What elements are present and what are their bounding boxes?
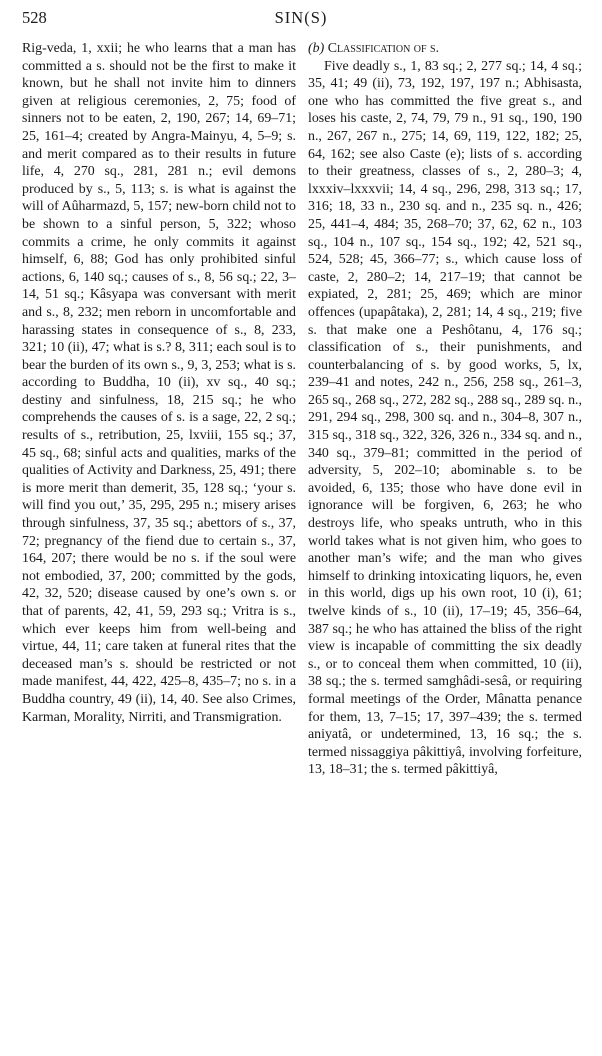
section-label: (b) bbox=[308, 41, 325, 56]
running-title: SIN(S) bbox=[274, 8, 328, 27]
left-column-text: Rig-veda, 1, xxii; he who learns that a man has committed a s. should not be the first to make it known, but he shall not invite him to dinners given at religious ceremonies, 2, 75; food of sinners not to be eaten, 2, 190, 267; 14, 69–71; 25, 161–4; created by Angra-Mainyu, 4, 5–9; s. and merit compared as to their results in future life, 4, 270 sq., 281, 281 n.; evil demons produced by s., 5, 113; s. is what is against the will of Aûharmazd, 5, 157; new-born child not to be shown to a sinful person, 5, 322; whoso commits a crime, he only commits it against himself, 6, 88; God has only prohibited sinful actions, 6, 140 sq.; causes of s., 8, 56 sq.; 22, 3–14, 51 sq.; Kâsyapa was conversant with merit and s., 8, 232; men reborn in uncomfortable and harassing states in consequence of s., 8, 233, 321; 10 (ii), 47; what is s.? 8, 311; each soul is to bear the burden of its own s., 9, 3, 253; what is s. according to Buddha, 10 (ii), xv sq., 40 sq.; destiny and sinfulness, 18, 215 sq.; he who comprehends the causes of s. is a sage, 22, 2 sq.; results of s., retribution, 25, lxviii, 155 sq.; 37, 45 sq., 68; sinful acts and qualities, marks of the qualities of Activity and Darkness, 25, 491; there is more merit than demerit, 35, 128 sq.; ‘your s. will find you out,’ 35, 295, 295 n.; misery arises through sinfulness, 37, 35 sq.; abettors of s., 37, 72; pregnancy of the fiend due to certain s., 37, 164, 207; there would be no s. if the soul were not embodied, 37, 200; committed by the gods, 42, 32, 520; disease caused by one’s own s. or that of parents, 42, 41, 59, 293 sq.; Vritra is s., which ever keeps him from well-being and virtue, 44, 11; care taken at funeral rites that the deceased man’s s. should be restricted or not made manifest, 44, 422, 425–8, 435–7; no s. in a Buddha country, 49 (ii), 14, 40. See also Crimes, Karman, Morality, Nirriti, and Transmigration. bbox=[22, 41, 296, 725]
left-column bbox=[22, 40, 296, 726]
right-column-text: Five deadly s., 1, 83 sq.; 2, 277 sq.; 14, 4 sq.; 35, 41; 49 (ii), 73, 192, 197, 197 n.; Abhisasta, one who has committed the five great s., and loses his caste, 2, 74, 79, 79 n., 91 sq., 190, 190 n., 267, 267 n., 275; 14, 69, 119, 122, 182; 25, 64, 162; see also Caste (e); lists of s. according to their greatness, classes of s., 2, 280–3; 4, lxxxiv–lxxxvii; 14, 4 sq., 296, 298, 313 sq.; 17, 316; 18, 33 n., 230 sq. and n., 235 sq. n., 426; 25, 441–4, 484; 35, 268–70; 37, 62, 62 n., 103 sq., 104 n., 107 sq., 154 sq., 192; 42, 521 sq., 524, 528; 45, 366–77; s., which cause loss of caste, 2, 280–2; 14, 217–19; that cannot be expiated, 2, 281; 25, 469; which are minor offences (upapâtaka), 2, 281; 14, 4 sq., 219; five s. that make one a Peshôtanu, 4, 176 sq.; classification of s., their punishments, and counterbalancing of s. by good works, 5, lx, 239–41 and notes, 242 n., 256, 258 sq., 261–3, 265 sq., 268 sq., 272, 282 sq., 288 sq., 289 sq. n., 291, 294 sq., 298, 300 sq. and n., 304–8, 307 n., 315 sq., 318 sq., 322, 326, 326 n., 334 sq. and n., 340 sq., 379–81; committed in the period of adversity, 5, 202–10; abominable s. to be avoided, 6, 135; those who have done evil in ignorance will be forgiven, 6, 263; he who destroys life, who speaks untruth, who in this world takes what is not given him, who goes to another man’s wife; and the man who gives himself to drinking intoxicating liquors, he, even in this world, digs up his own root, 10 (i), 61; twelve kinds of s., 10 (ii), 17–19; 45, 356–64, 387 sq.; he who has attained the bliss of the right view is incapable of committing the six deadly s., or to conceal them when committed, 10 (ii), 38 sq.; the s. termed samghâdi-sesâ, or requiring formal meetings of the Order, Mânatta penance for them, 13, 7–15; 17, 397–439; the s. termed aniyatâ, or undetermined, 13, 16 sq.; the s. termed nissaggiya pâkittiyâ, involving forfeiture, 13, 18–31; the s. termed pâkittiyâ, bbox=[308, 58, 582, 778]
page-number: 528 bbox=[22, 8, 47, 27]
page-header bbox=[22, 8, 580, 34]
section-heading bbox=[308, 40, 582, 58]
right-column bbox=[308, 40, 582, 779]
section-title: Classification of s. bbox=[327, 41, 440, 56]
